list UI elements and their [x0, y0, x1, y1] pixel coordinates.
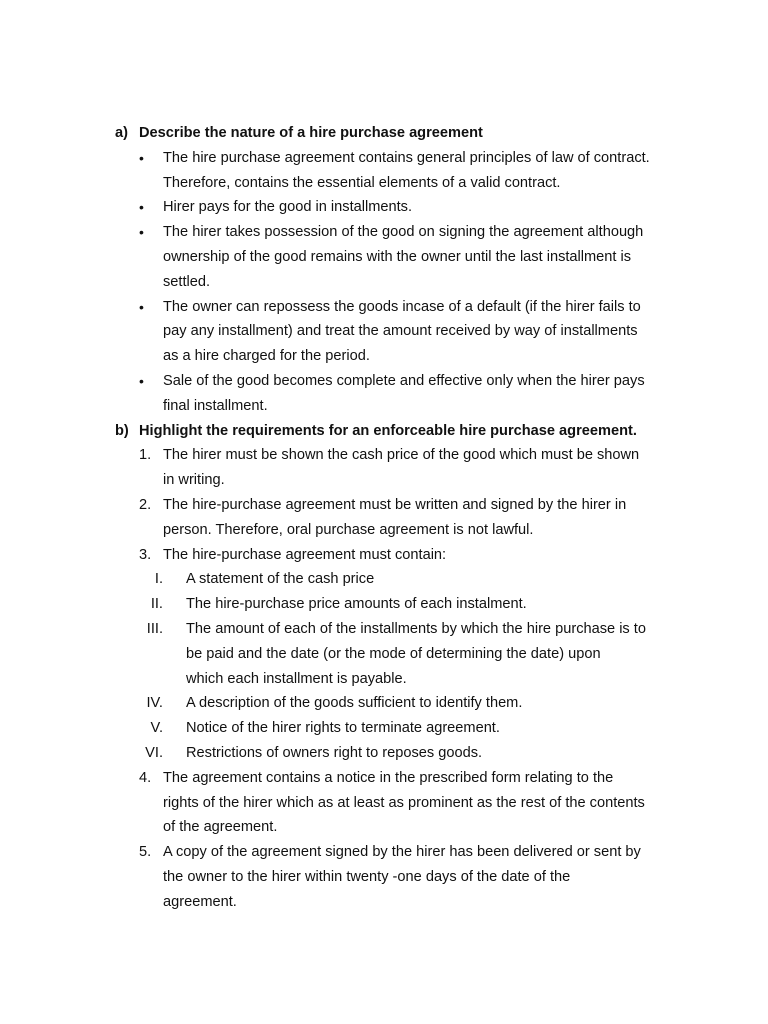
item-text: of the agreement.	[163, 819, 278, 836]
roman-numeral: V.	[150, 720, 163, 737]
bullet-text: ownership of the good remains with the owner until the last installment is	[163, 248, 632, 265]
document-page	[0, 121, 768, 915]
roman-item	[0, 592, 768, 617]
item-text: The agreement contains a notice in the prescribed form relating to the	[163, 769, 614, 786]
roman-text: which each installment is payable.	[186, 670, 407, 687]
bullet-text: The owner can repossess the goods incase of a default (if the hirer fails to	[163, 298, 641, 315]
item-text: agreement.	[163, 893, 237, 910]
bullet-icon: •	[139, 199, 144, 216]
roman-numeral: I.	[154, 571, 163, 588]
bullet-item	[0, 295, 768, 369]
section-a-title: Describe the nature of a hire purchase agreement	[139, 125, 483, 141]
bullet-text: pay any installment) and treat the amount received by way of installments	[163, 323, 638, 340]
roman-item	[0, 617, 768, 691]
item-number: 3.	[139, 546, 152, 563]
section-b-title: Highlight the requirements for an enforceable hire purchase agreement.	[139, 422, 637, 439]
item-number: 5.	[139, 844, 152, 861]
bullet-item	[0, 220, 768, 294]
bullet-text: Sale of the good becomes complete and effective only when the hirer pays	[163, 372, 645, 389]
item-text: A copy of the agreement signed by the hirer has been delivered or sent by	[163, 844, 641, 861]
bullet-icon: •	[139, 224, 144, 241]
bullet-text: final installment.	[163, 397, 268, 414]
roman-numeral: VI.	[145, 744, 163, 761]
bullet-item	[0, 146, 768, 196]
bullet-text: The hirer takes possession of the good on signing the agreement although	[163, 224, 644, 241]
bullet-item	[0, 195, 768, 220]
section-b-marker: b)	[115, 422, 129, 439]
bullet-icon: •	[139, 149, 144, 166]
item-number: 1.	[139, 447, 152, 464]
roman-text: be paid and the date (or the mode of determining the date) upon	[186, 645, 601, 662]
item-number: 2.	[139, 496, 152, 513]
numbered-item	[0, 840, 768, 914]
roman-text: The hire-purchase price amounts of each instalment.	[186, 596, 527, 613]
roman-text: A description of the goods sufficient to identify them.	[186, 695, 523, 712]
item-text: rights of the hirer which as at least as prominent as the rest of the contents	[163, 794, 645, 811]
bullet-icon: •	[139, 372, 144, 389]
section-b-heading	[0, 419, 768, 444]
bullet-text: settled.	[163, 273, 211, 290]
roman-item	[0, 691, 768, 716]
roman-text: The amount of each of the installments by which the hire purchase is to	[186, 620, 646, 637]
numbered-item	[0, 543, 768, 568]
roman-sublist	[0, 567, 768, 765]
bullet-item	[0, 369, 768, 419]
bullet-text: The hire purchase agreement contains general principles of law of contract.	[163, 149, 650, 166]
item-text: The hirer must be shown the cash price of the good which must be shown	[163, 447, 640, 464]
section-a-heading	[0, 121, 768, 146]
item-text: the owner to the hirer within twenty -one days of the date of the	[163, 868, 571, 885]
bullet-text: as a hire charged for the period.	[163, 348, 370, 365]
bullet-text: Therefore, contains the essential elements of a valid contract.	[163, 174, 561, 191]
bullet-text: Hirer pays for the good in installments.	[163, 199, 413, 216]
roman-item	[0, 716, 768, 741]
roman-item	[0, 741, 768, 766]
numbered-item	[0, 766, 768, 840]
roman-text: Notice of the hirer rights to terminate agreement.	[186, 720, 500, 737]
bullet-icon: •	[139, 298, 144, 315]
roman-item	[0, 567, 768, 592]
roman-text: A statement of the cash price	[186, 571, 375, 588]
item-text: person. Therefore, oral purchase agreement is not lawful.	[163, 521, 534, 538]
numbered-item	[0, 493, 768, 543]
item-number: 4.	[139, 769, 152, 786]
section-b-numbered-list	[0, 443, 768, 914]
roman-numeral: III.	[146, 620, 163, 637]
roman-numeral: IV.	[146, 695, 163, 712]
numbered-item	[0, 443, 768, 493]
roman-text: Restrictions of owners right to reposes goods.	[186, 744, 483, 761]
item-text: in writing.	[163, 472, 225, 489]
item-text: The hire-purchase agreement must be written and signed by the hirer in	[163, 496, 627, 513]
roman-numeral: II.	[150, 596, 163, 613]
section-a-marker: a)	[115, 125, 128, 141]
section-a-bullet-list	[0, 146, 768, 419]
item-text: The hire-purchase agreement must contain:	[163, 546, 447, 563]
